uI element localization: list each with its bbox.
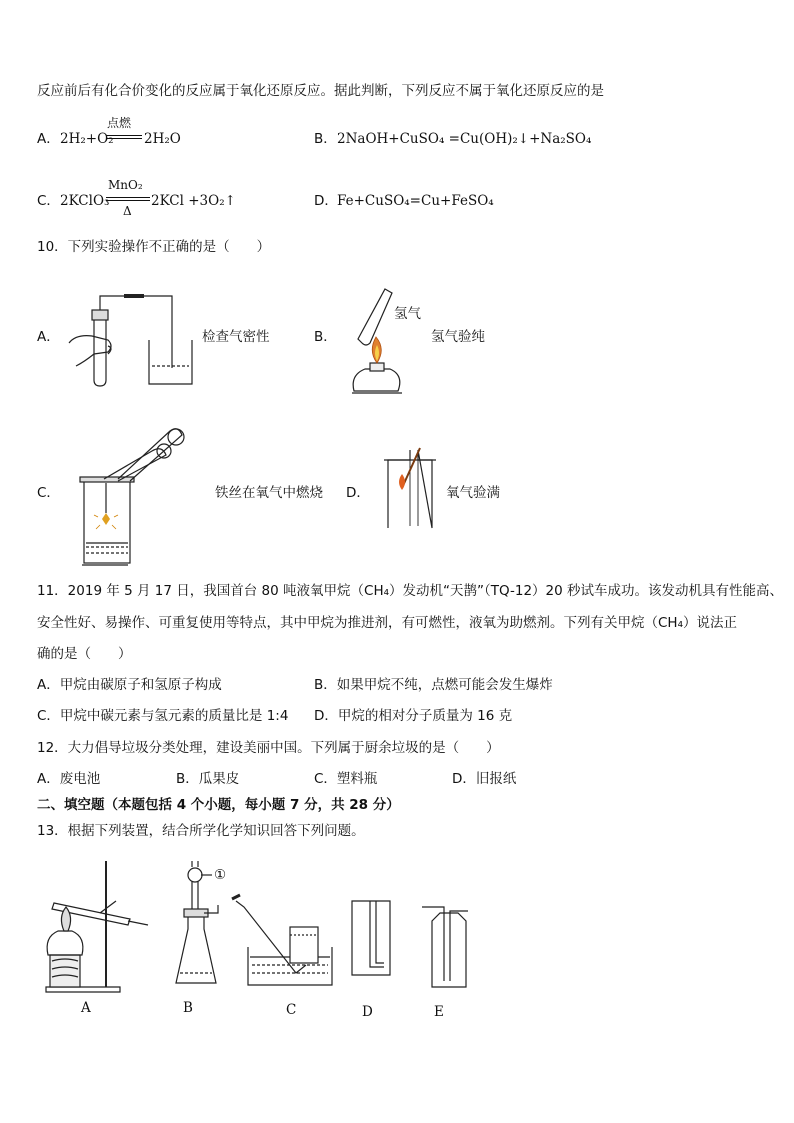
equals-line bbox=[106, 135, 142, 136]
apparatus-label-d: D bbox=[362, 1004, 373, 1020]
q12-option-a: A．废电池 bbox=[37, 771, 101, 787]
q13-stem: 13．根据下列装置，结合所学化学知识回答下列问题。 bbox=[37, 823, 365, 839]
equals-line bbox=[106, 197, 150, 198]
funnel-marker: ① bbox=[214, 867, 227, 883]
q10-option-b-gas-label: 氢气 bbox=[394, 306, 421, 322]
q12-option-d: D．旧报纸 bbox=[452, 771, 517, 787]
q10-option-d-caption: 氧气验满 bbox=[446, 485, 500, 501]
q11-option-a: A．甲烷由碳原子和氢原子构成 bbox=[37, 677, 222, 693]
q9-option-a-condition: 点燃 bbox=[107, 116, 132, 130]
q9-option-a-rhs: 2H₂O bbox=[144, 131, 181, 147]
q10-option-d-label: D． bbox=[346, 485, 370, 501]
q11-option-c: C．甲烷中碳元素与氢元素的质量比是 1:4 bbox=[37, 708, 289, 724]
q10-option-b-caption: 氢气验纯 bbox=[431, 329, 485, 345]
q10-stem: 10．下列实验操作不正确的是（ ） bbox=[37, 239, 271, 255]
q10-option-a-caption: 检查气密性 bbox=[202, 329, 270, 345]
q9-option-c-heat: Δ bbox=[123, 204, 132, 218]
q10-option-b-label: B． bbox=[314, 329, 337, 345]
section-heading: 二、填空题（本题包括 4 个小题，每小题 7 分，共 28 分） bbox=[37, 797, 400, 813]
q9-stem: 反应前后有化合价变化的反应属于氧化还原反应。据此判断，下列反应不属于氧化还原反应的是 bbox=[37, 83, 604, 99]
airtightness-check-figure bbox=[64, 288, 194, 388]
q11-option-d: D．甲烷的相对分子质量为 16 克 bbox=[314, 708, 513, 724]
q9-option-a-label: A． bbox=[37, 131, 60, 147]
q9-option-d-label: D． bbox=[314, 193, 338, 209]
q10-option-c-label: C． bbox=[37, 485, 60, 501]
apparatus-label-b: B bbox=[183, 1000, 193, 1016]
q9-option-c-catalyst: MnO₂ bbox=[108, 178, 143, 192]
q9-option-d-equation: Fe+CuSO₄=Cu+FeSO₄ bbox=[337, 193, 494, 209]
q12-option-b: B．瓜果皮 bbox=[176, 771, 240, 787]
q12-option-c: C．塑料瓶 bbox=[314, 771, 378, 787]
q11-option-b: B．如果甲烷不纯，点燃可能会发生爆炸 bbox=[314, 677, 553, 693]
q11-stem-line2: 安全性好、易操作、可重复使用等特点，其中甲烷为推进剂，有可燃性，液氧为助燃剂。下列有关甲烷（CH₄）说法正 bbox=[37, 615, 737, 631]
q10-option-a-label: A． bbox=[37, 329, 60, 345]
q12-stem: 12．大力倡导垃圾分类处理，建设美丽中国。下列属于厨余垃圾的是（ ） bbox=[37, 740, 500, 756]
iron-wire-combustion-figure bbox=[78, 425, 193, 567]
q11-stem-line3: 确的是（ ） bbox=[37, 646, 132, 662]
apparatus-label-a: A bbox=[81, 1000, 91, 1016]
q9-option-a-lhs: 2H₂+O₂ bbox=[60, 131, 114, 147]
q9-option-c-lhs: 2KClO₃ bbox=[60, 193, 110, 209]
apparatus-figure bbox=[40, 855, 480, 1000]
equals-line bbox=[106, 200, 150, 201]
oxygen-full-test-figure bbox=[380, 446, 440, 534]
equals-line bbox=[106, 138, 142, 139]
q9-option-c-label: C． bbox=[37, 193, 60, 209]
q9-option-b-equation: 2NaOH+CuSO₄ =Cu(OH)₂↓+Na₂SO₄ bbox=[337, 131, 592, 147]
q10-option-c-caption: 铁丝在氧气中燃烧 bbox=[215, 485, 323, 501]
q11-stem-line1: 11．2019 年 5 月 17 日，我国首台 80 吨液氧甲烷（CH₄）发动机“天鹊”（TQ-12）20 秒试车成功。该发动机具有性能高、 bbox=[37, 583, 784, 599]
q9-option-c-rhs: 2KCl +3O₂↑ bbox=[151, 193, 236, 209]
q9-option-b-label: B． bbox=[314, 131, 337, 147]
apparatus-label-e: E bbox=[434, 1004, 444, 1020]
hydrogen-purity-test-figure bbox=[340, 285, 410, 400]
apparatus-label-c: C bbox=[286, 1002, 297, 1018]
